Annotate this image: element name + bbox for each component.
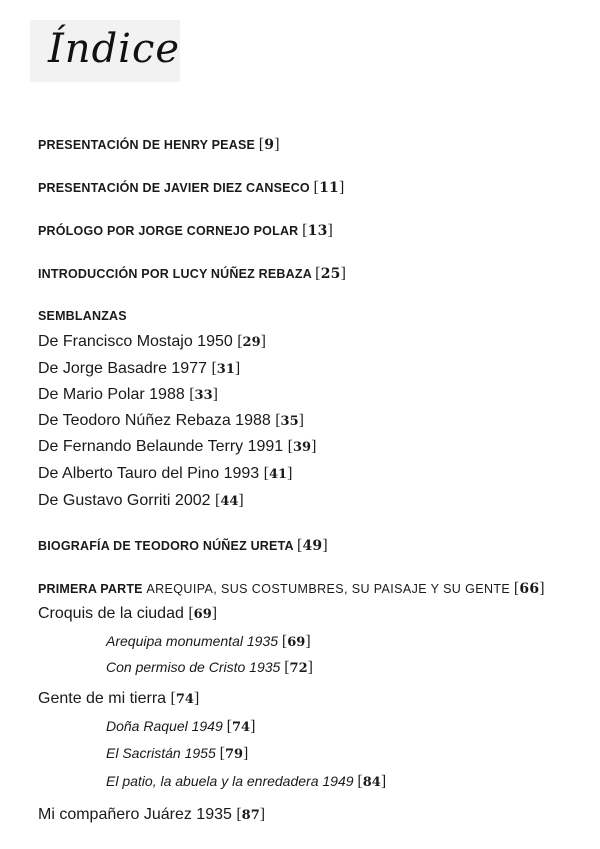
toc-subitem: El Sacristán 1955 [79] [106,745,249,762]
toc-item: De Francisco Mostajo 1950 [29] [38,333,266,350]
toc-item: De Mario Polar 1988 [33] [38,386,218,403]
entry-title: De Jorge Basadre 1977 [38,360,207,377]
entry-title: De Mario Polar 1988 [38,386,185,403]
page-number: 29 [242,335,261,350]
entry-title: INTRODUCCIÓN POR LUCY NÚÑEZ REBAZA [38,267,312,281]
page-number: 79 [224,747,244,762]
page-number: 9 [264,137,275,153]
entry-title: PRÓLOGO POR JORGE CORNEJO POLAR [38,224,299,238]
page-number: 11 [319,180,339,196]
entry-title: BIOGRAFÍA DE TEODORO NÚÑEZ URETA [38,539,294,553]
page-number: 87 [241,808,260,823]
entry-title: De Alberto Tauro del Pino 1993 [38,465,260,482]
page-number: 35 [280,414,299,429]
toc-item: De Teodoro Núñez Rebaza 1988 [35] [38,412,304,429]
page-number: 74 [231,720,251,735]
entry-title: PRESENTACIÓN DE JAVIER DIEZ CANSECO [38,181,310,195]
toc-heading: PRIMERA PARTE AREQUIPA, SUS COSTUMBRES, SU PAISAJE Y SU GENTE [66] [38,580,545,597]
page-number: 69 [287,635,306,650]
page-number: 69 [193,607,212,622]
toc-heading: PRESENTACIÓN DE JAVIER DIEZ CANSECO [11] [38,179,345,196]
entry-title: Gente de mi tierra [38,690,167,707]
toc-heading: PRÓLOGO POR JORGE CORNEJO POLAR [13] [38,222,334,239]
page-number: 13 [307,223,328,239]
entry-subtitle: AREQUIPA, SUS COSTUMBRES, SU PAISAJE Y SU GENTE [146,582,511,596]
page-number: 33 [194,388,213,403]
entry-title: SEMBLANZAS [38,309,127,323]
entry-title: Arequipa monumental 1935 [106,633,279,649]
entry-title: PRIMERA PARTE [38,582,143,596]
entry-title: Con permiso de Cristo 1935 [106,659,281,675]
page-title: Índice [48,26,181,72]
entry-title: PRESENTACIÓN DE HENRY PEASE [38,138,256,152]
toc-item: De Fernando Belaunde Terry 1991 [39] [38,438,317,455]
toc-item: Gente de mi tierra [74] [38,690,200,707]
page-number: 66 [519,581,540,597]
entry-title: De Fernando Belaunde Terry 1991 [38,438,284,455]
toc-subitem: Arequipa monumental 1935 [69] [106,633,311,650]
page-number: 84 [362,775,381,790]
toc-subitem: El patio, la abuela y la enredadera 1949 [84] [106,773,387,790]
page-number: 44 [220,494,239,509]
toc-heading: PRESENTACIÓN DE HENRY PEASE [9] [38,136,280,153]
toc-subitem: Con permiso de Cristo 1935 [72] [106,659,313,676]
toc-item: Mi compañero Juárez 1935 [87] [38,806,266,823]
toc-item: De Gustavo Gorriti 2002 [44] [38,492,244,509]
page-number: 74 [175,692,194,707]
page-number: 72 [289,661,308,676]
page-number: 41 [268,467,288,482]
entry-title: De Francisco Mostajo 1950 [38,333,233,350]
page-number: 31 [216,362,235,377]
page-number: 39 [292,440,312,455]
entry-title: De Gustavo Gorriti 2002 [38,492,211,509]
toc-heading [38,309,127,323]
entry-title: El patio, la abuela y la enredadera 1949 [106,773,354,789]
entry-title: El Sacristán 1955 [106,745,216,761]
entry-title: Mi compañero Juárez 1935 [38,806,232,823]
toc-item: De Jorge Basadre 1977 [31] [38,360,241,377]
toc-item: Croquis de la ciudad [69] [38,605,218,622]
entry-title: De Teodoro Núñez Rebaza 1988 [38,412,271,429]
page-number: 49 [302,538,323,554]
entry-title: Croquis de la ciudad [38,605,184,622]
toc-heading: INTRODUCCIÓN POR LUCY NÚÑEZ REBAZA [25] [38,265,347,282]
toc-subitem: Doña Raquel 1949 [74] [106,718,256,735]
toc-item: De Alberto Tauro del Pino 1993 [41] [38,465,293,482]
entry-title: Doña Raquel 1949 [106,718,223,734]
page-number: 25 [320,266,341,282]
toc-heading: BIOGRAFÍA DE TEODORO NÚÑEZ URETA [49] [38,537,328,554]
